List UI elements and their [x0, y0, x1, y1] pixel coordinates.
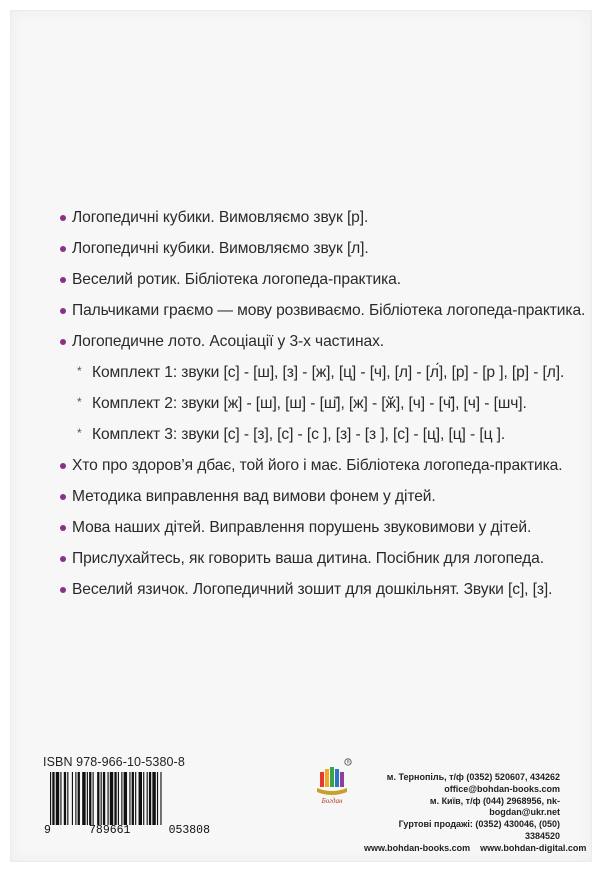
publisher-contacts: [364, 772, 587, 855]
barcode-bar: [50, 772, 51, 825]
barcode-bar: [72, 772, 73, 825]
book-list: [60, 208, 585, 611]
publisher-logo: [311, 758, 353, 808]
barcode-bar: [52, 772, 54, 825]
barcode-digits: [44, 824, 210, 837]
barcode-bar: [121, 772, 122, 825]
bullet-icon: [60, 277, 66, 283]
asterisk-icon: *: [77, 364, 82, 378]
sub-item: * Комплект 3: звуки [с] - [з], [с] - [с ], [з] - [з ], [с] - [ц], [ц] - [ц ].: [77, 426, 506, 443]
barcode-bar: [82, 772, 85, 825]
barcode-bar: [64, 772, 66, 825]
list-item: Хто про здоров’я дбає, той його і має. Бібліотека логопеда-практика.: [60, 456, 585, 487]
list-item: Пальчиками граємо — мову розвиваємо. Бібліотека логопеда-практика.: [60, 301, 585, 332]
bullet-icon: [60, 494, 66, 500]
barcode-bar: [56, 772, 59, 825]
contact-websites: www.bohdan-books.com www.bohdan-digital.com: [364, 842, 587, 853]
bullet-icon: [60, 215, 66, 221]
asterisk-icon: *: [77, 395, 82, 409]
barcode-digit-lead: 9: [44, 824, 51, 837]
barcode-bar: [103, 772, 105, 825]
barcode-bar: [139, 772, 142, 825]
list-item: Логопедичні кубики. Вимовляємо звук [л].: [60, 239, 585, 270]
isbn-label: ISBN 978-966-10-5380-8: [43, 755, 185, 769]
list-item: Веселий ротик. Бібліотека логопеда-практика.: [60, 270, 585, 301]
list-item: Методика виправлення вад вимови фонем у дітей.: [60, 487, 585, 518]
barcode-bar: [89, 772, 91, 825]
barcode-bar: [97, 772, 99, 825]
sub-item: * Комплект 2: звуки [ж] - [ш], [ш] - [ш̆], [ж] - [ӂ], [ч] - [ч̆], [ч] - [шч].: [77, 395, 527, 412]
barcode-bar: [75, 772, 76, 825]
barcode-digit-left: 789661: [89, 824, 131, 837]
list-item: Логопедичні кубики. Вимовляємо звук [р].: [60, 208, 585, 239]
bullet-icon: [60, 339, 66, 345]
barcode-bar: [132, 772, 134, 825]
barcode-bar: [60, 772, 61, 825]
barcode-bar: [93, 772, 94, 825]
bullet-icon: [60, 463, 66, 469]
barcode-bar: [101, 772, 102, 825]
barcode-bar: [152, 772, 155, 825]
bullet-icon: [60, 308, 66, 314]
barcode-bar: [129, 772, 130, 825]
barcode-bar: [143, 772, 144, 825]
contact-email: office@bohdan-books.com: [444, 783, 560, 794]
barcode-bar: [114, 772, 116, 825]
barcode-bar: [87, 772, 88, 825]
asterisk-icon: *: [77, 426, 82, 440]
barcode-bar: [124, 772, 127, 825]
contact-wholesale: Гуртові продажі: (0352) 430046, (050) 3384520: [398, 819, 560, 841]
bullet-icon: [60, 587, 66, 593]
contact-ternopil: м. Тернопіль, т/ф (0352) 520607, 434262: [386, 772, 560, 782]
bullet-icon: [60, 525, 66, 531]
bullet-icon: [60, 556, 66, 562]
svg-text:R: R: [346, 759, 350, 765]
barcode-bar: [160, 772, 161, 825]
list-item: Веселий язичок. Логопедичний зошит для дошкільнят. Звуки [с], [з].: [60, 580, 585, 611]
barcode-bar: [108, 772, 109, 825]
barcode-bar: [135, 772, 136, 825]
barcode-bar: [78, 772, 80, 825]
list-item: Мова наших дітей. Виправлення порушень звуковимови у дітей.: [60, 518, 585, 549]
bullet-icon: [60, 246, 66, 252]
barcode-bar: [157, 772, 158, 825]
contact-kyiv: м. Київ, т/ф (044) 2968956, nk-bogdan@ukr.net: [429, 795, 560, 818]
barcode-bar: [110, 772, 113, 825]
barcode-bar: [67, 772, 68, 825]
barcode: [44, 772, 210, 825]
barcode-bar: [149, 772, 151, 825]
barcode-bar: [147, 772, 148, 825]
list-item: Логопедичне лото. Асоціації у 3-х частинах.: [60, 332, 585, 363]
list-item: Прислухайтесь, як говорить ваша дитина. Посібник для логопеда.: [60, 549, 585, 580]
barcode-digit-right: 053808: [168, 824, 210, 837]
barcode-bar: [118, 772, 119, 825]
sub-item: * Комплект 1: звуки [с] - [ш], [з] - [ж], [ц] - [ч], [л] - [л́], [р] - [р ], [р] - [л].: [77, 364, 565, 381]
svg-text:Богдан: Богдан: [321, 797, 343, 805]
